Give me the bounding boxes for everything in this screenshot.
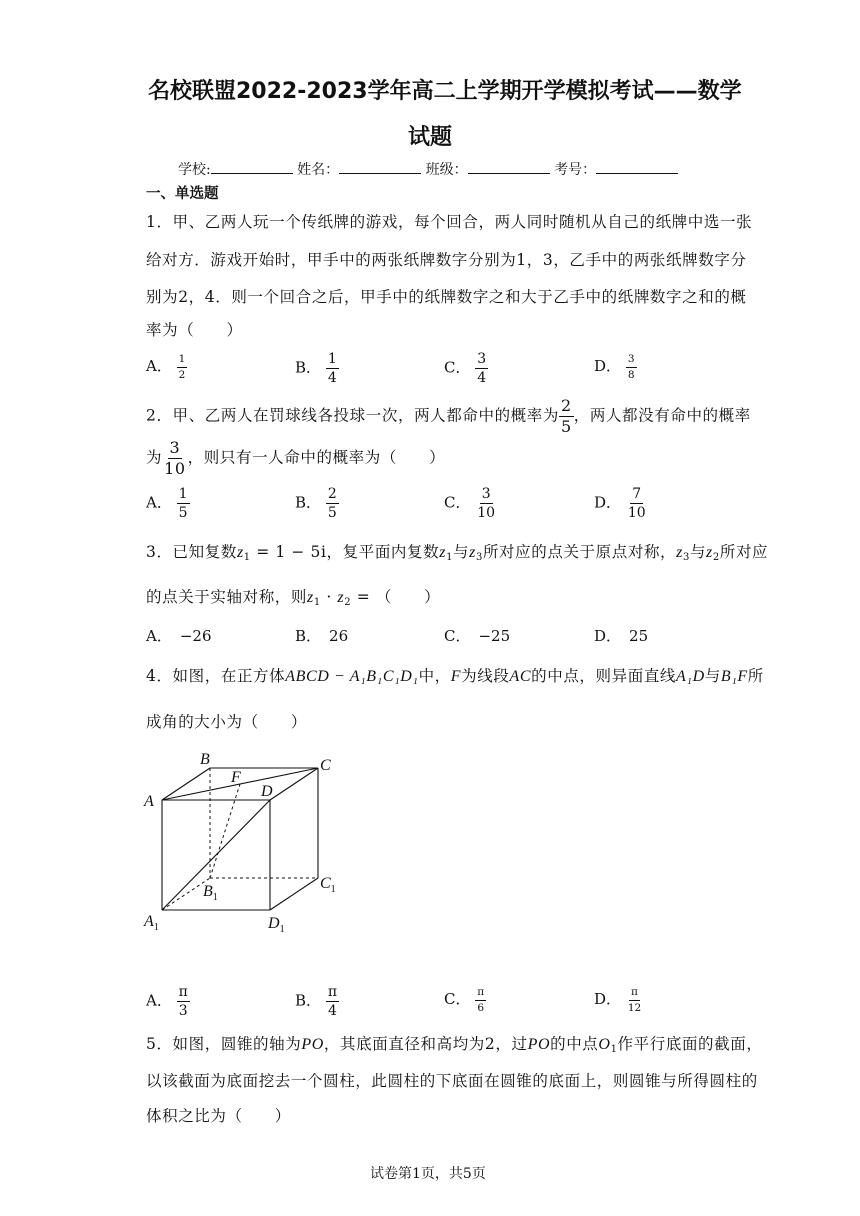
label-F: F [231, 769, 241, 786]
exam-number-blank[interactable] [596, 159, 678, 174]
option-fraction: $\frac{7}{10}$ [627, 486, 646, 521]
q3-option-d[interactable]: D． 25 [594, 627, 649, 645]
option-label: B． [295, 493, 322, 512]
q2-option-c[interactable] [444, 487, 497, 520]
q3-line2: 的点关于实轴对称，则$z_1 \cdot z_2$ = （ ） [146, 588, 441, 608]
q3-option-a[interactable]: A． −26 [146, 627, 212, 645]
option-fraction: $\frac{2}{5}$ [327, 486, 337, 521]
label-C: C [320, 757, 331, 774]
label-A1: $A_1$ [144, 913, 159, 933]
class-label: 班级： [425, 162, 468, 178]
q2-line2: 为 $\frac{3}{10}$ ，则只有一人命中的概率为（ ） [146, 438, 446, 478]
option-label: C． [444, 358, 471, 377]
option-fraction: $\frac{\pi}{12}$ [627, 986, 642, 1014]
option-fraction: $\frac{3}{10}$ [477, 486, 496, 521]
q1-line3: 别为2，4．则一个回合之后，甲手中的纸牌数字之和大于乙手中的纸牌数字之和的概 [146, 288, 747, 306]
q2-option-d[interactable] [594, 487, 648, 520]
q5-line1: 5．如图，圆锥的轴为PO，其底面直径和高均为2，过PO的中点$O_1$作平行底面的截面， [146, 1035, 763, 1055]
option-label: C． [444, 990, 471, 1008]
option-label: D． [594, 493, 622, 512]
school-blank[interactable] [211, 159, 293, 174]
page-title-line1: 名校联盟2022-2023学年高二上学期开学模拟考试——数学 [148, 79, 742, 104]
q1-line2: 给对方．游戏开始时，甲手中的两张纸牌数字分别为1，3，乙手中的两张纸牌数字分 [146, 251, 747, 269]
q3-line1: 3．已知复数$z_1 = 1 - 5i$，复平面内复数$z_1$与$z_3$所对应的点关于原点对称，$z_3$与$z_2$所对应 [146, 543, 769, 563]
label-D: D [261, 783, 273, 800]
class-blank[interactable] [468, 159, 550, 174]
q1-option-c[interactable] [444, 352, 488, 385]
label-B: B [200, 751, 210, 768]
name-blank[interactable] [339, 159, 421, 174]
label-C1: $C_1$ [320, 875, 336, 895]
q4-option-c[interactable] [444, 987, 486, 1013]
page-title-line2: 试题 [408, 125, 453, 150]
q1-option-d[interactable] [594, 354, 637, 380]
label-D1: $D_1$ [268, 915, 285, 935]
student-info-row [178, 159, 678, 179]
option-label: A． [146, 357, 172, 375]
option-fraction: $\frac{1}{4}$ [327, 351, 337, 386]
option-label: D． [594, 990, 622, 1008]
exam-number-label: 考号： [554, 162, 597, 178]
q1-line1: 1．甲、乙两人玩一个传纸牌的游戏，每个回合，两人同时随机从自己的纸牌中选一张 [146, 213, 753, 231]
q2-option-a[interactable] [146, 487, 190, 520]
q2-fraction-2: $\frac{3}{10}$ [164, 438, 186, 478]
segment-B1F-hidden [210, 784, 240, 878]
q2-fraction-1: $\frac{2}{5}$ [560, 396, 572, 436]
label-B1: $B_1$ [203, 883, 218, 903]
edge-D1C1 [270, 878, 318, 910]
q1-option-a[interactable] [146, 354, 187, 380]
option-fraction: $\frac{\pi}{4}$ [327, 984, 338, 1019]
page-footer: 试卷第1页，共5页 [370, 1166, 486, 1182]
school-label: 学校: [178, 162, 211, 178]
q5-line2: 以该截面为底面挖去一个圆柱，此圆柱的下底面在圆锥的底面上，则圆锥与所得圆柱的 [146, 1072, 758, 1090]
option-fraction: $\frac{1}{2}$ [178, 353, 186, 381]
q2-option-b[interactable] [295, 487, 339, 520]
option-label: C． [444, 493, 471, 512]
option-label: B． [295, 991, 322, 1010]
q3-option-b[interactable]: B． 26 [295, 627, 349, 645]
option-label: A． [146, 493, 172, 512]
cube-figure [140, 748, 350, 938]
q5-line3: 体积之比为（ ） [146, 1107, 291, 1125]
name-label: 姓名： [297, 162, 340, 178]
option-label: B． [295, 358, 322, 377]
q3-option-c[interactable]: C． −25 [444, 627, 511, 645]
q4-option-a[interactable] [146, 985, 190, 1018]
option-fraction: $\frac{1}{5}$ [178, 486, 188, 521]
q4-line1: 4．如图，在正方体ABCD − A₁B₁C₁D₁中，F为线段AC的中点，则异面直线A₁D与B₁F所 [146, 667, 764, 685]
option-fraction: $\frac{3}{8}$ [627, 353, 635, 381]
option-label: D． [594, 357, 622, 375]
section-title: 一、单选题 [146, 186, 219, 202]
q4-option-d[interactable] [594, 987, 643, 1013]
q2-line1: 2．甲、乙两人在罚球线各投球一次，两人都命中的概率为 $\frac{2}{5}$ ，两人都没有命中的概率 [146, 396, 751, 436]
option-label: A． [146, 991, 172, 1010]
q4-line2: 成角的大小为（ ） [146, 713, 308, 731]
option-fraction: $\frac{\pi}{3}$ [178, 984, 188, 1019]
q4-option-b[interactable] [295, 985, 339, 1018]
option-fraction: $\frac{\pi}{6}$ [477, 986, 485, 1014]
label-A: A [144, 793, 154, 810]
q1-option-b[interactable] [295, 352, 339, 385]
option-fraction: $\frac{3}{4}$ [477, 351, 487, 386]
q1-line4: 率为（ ） [146, 321, 243, 339]
